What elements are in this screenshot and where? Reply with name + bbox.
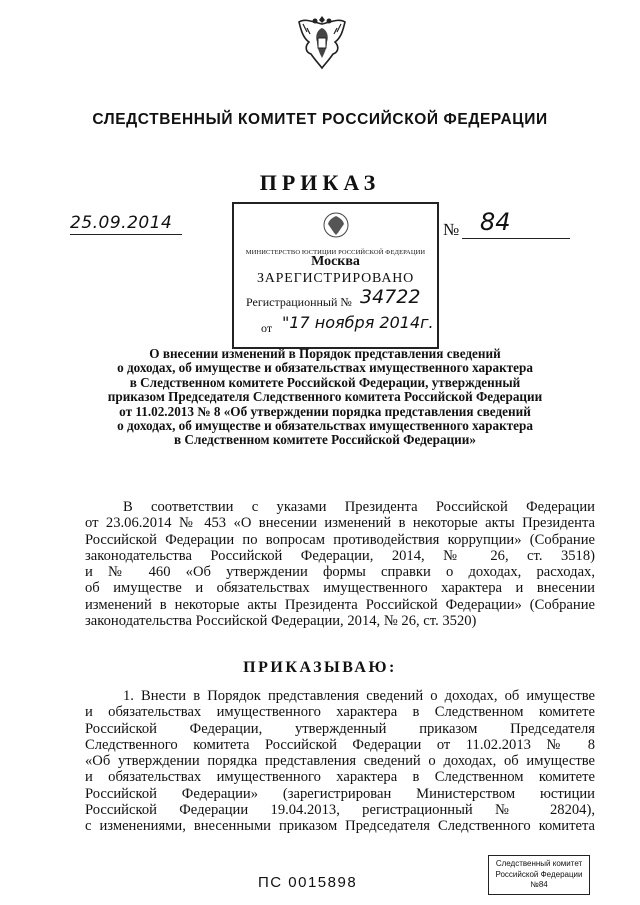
form-serial-number: ПС 0015898 — [258, 874, 358, 891]
stamp-reg-number: 34722 — [360, 286, 421, 308]
preamble-line: об имуществе и обязательствах имущественного характера и внесении — [85, 580, 595, 597]
preamble-line: законодательства Российской Федерации, 2014, № 26, ст. 3518) — [85, 547, 595, 564]
document-date: 25.09.2014 — [70, 213, 182, 235]
item-line: Российской Федерации» (зарегистрирован Министерством юстиции — [85, 785, 595, 802]
coat-of-arms-emblem — [293, 12, 351, 74]
stamp-emblem-icon — [323, 210, 349, 240]
decree-heading: ПРИКАЗЫВАЮ: — [243, 659, 397, 676]
subject-line: О внесении изменений в Порядок представления сведений — [149, 346, 501, 361]
seal-line: Российской Федерации — [495, 869, 583, 879]
preamble-line: и № 460 «Об утверждении формы справки о доходах, расходах, — [85, 564, 595, 581]
order-subject — [80, 347, 570, 448]
subject-line: в Следственном комитете Российской Федерации, утвержденный — [129, 374, 521, 390]
stamp-from-date: "17 ноября 2014г. — [282, 313, 434, 332]
number-sign: № — [443, 220, 460, 239]
subject-line: от 11.02.2013 № 8 «Об утверждении порядка представления сведений — [119, 403, 531, 419]
stamp-reg-label: Регистрационный № — [246, 295, 352, 309]
preamble-paragraph — [85, 499, 595, 629]
stamp-city: Москва — [311, 254, 360, 269]
item-line: и обязательствах имущественного характера в Следственном комитете — [85, 704, 595, 721]
document-number: 84 — [480, 208, 511, 236]
seal-line: №84 — [530, 880, 548, 889]
preamble-line: Российской Федерации по вопросам противодействия коррупции» (Собрание — [85, 531, 595, 548]
item-line: и обязательствах имущественного характера в Следственном комитете — [85, 769, 595, 786]
preamble-line: от 23.06.2014 № 453 «О внесении изменений в некоторые акты Президента — [85, 515, 595, 532]
subject-line: о доходах, об имуществе и обязательствах имущественного характера — [117, 360, 533, 376]
organization-name: СЛЕДСТВЕННЫЙ КОМИТЕТ РОССИЙСКОЙ ФЕДЕРАЦИИ — [92, 111, 548, 128]
committee-seal-box — [488, 855, 590, 895]
document-type-title: ПРИКАЗ — [259, 170, 381, 195]
item-line: 1. Внести в Порядок представления сведений о доходах, об имуществе — [123, 688, 595, 704]
preamble-line: изменений в некоторые акты Президента Российской Федерации» (Собрание — [85, 596, 595, 613]
item-line: «Об утверждении порядка представления сведений о доходах, об имуществе — [85, 753, 595, 770]
stamp-from-label: от — [261, 321, 273, 335]
seal-line: Следственный комитет — [495, 859, 583, 868]
registration-stamp — [232, 202, 439, 349]
item-line: с изменениями, внесенными приказом Председателя Следственного комитета — [85, 818, 595, 835]
subject-line: в Следственном комитете Российской Федерации» — [174, 432, 476, 448]
item-line: Российской Федерации 19.04.2013, регистрационный № 28204), — [85, 802, 595, 819]
subject-line: о доходах, об имуществе и обязательствах имущественного характера — [117, 418, 533, 434]
item-1-paragraph — [85, 688, 595, 835]
preamble-line: законодательства Российской Федерации, 2014, № 26, ст. 3520) — [85, 613, 477, 630]
preamble-line: В соответствии с указами Президента Российской Федерации — [123, 499, 595, 515]
item-line: Следственного комитета Российской Федерации от 11.02.2013 № 8 — [85, 736, 595, 753]
number-underline — [462, 238, 570, 239]
subject-line: приказом Председателя Следственного комитета Российской Федерации — [107, 389, 543, 405]
stamp-ministry: МИНИСТЕРСТВО ЮСТИЦИИ РОССИЙСКОЙ ФЕДЕРАЦИИ — [245, 249, 426, 256]
item-line: Российской Федерации, утвержденный приказом Председателя — [85, 720, 595, 737]
stamp-registered: ЗАРЕГИСТРИРОВАНО — [256, 271, 415, 286]
